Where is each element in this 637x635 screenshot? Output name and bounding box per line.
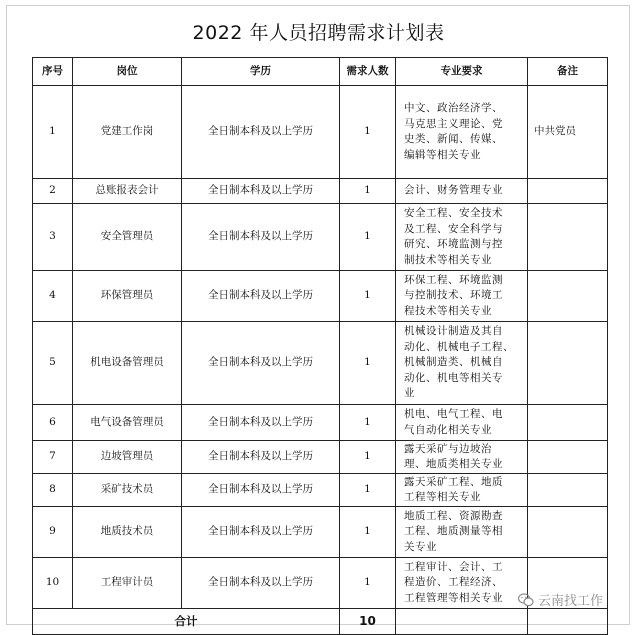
major-line: 工程等相关专业 [404,491,481,503]
table-row [33,405,608,441]
cell-count: 1 [340,558,396,609]
cell-education: 全日制本科及以上学历 [182,405,340,441]
cell-count: 1 [340,441,396,474]
cell-major [396,405,528,441]
cell-count: 1 [340,405,396,441]
major-line: 及工程、安全科学与 [404,222,503,235]
major-line: 工程管理等相关专业 [404,591,503,604]
page-title: 2022 年人员招聘需求计划表 [192,22,445,44]
table-row [33,474,608,507]
major-line: 会计、财务管理专业 [404,184,503,197]
total-value: 10 [340,609,396,635]
cell-note [528,507,608,558]
major-line: 史类、新闻、传媒、 [404,133,503,145]
total-row [33,609,608,635]
cell-no: 4 [33,271,73,322]
cell-major [396,441,528,474]
cell-no: 10 [33,558,73,609]
major-line: 与控制技术、环境工 [404,289,503,302]
cell-position: 机电设备管理员 [73,322,182,405]
cell-no: 6 [33,405,73,441]
cell-position: 环保管理员 [73,271,182,322]
cell-major [396,86,528,179]
cell-education: 全日制本科及以上学历 [182,271,340,322]
cell-note [528,474,608,507]
cell-position: 地质技术员 [73,507,182,558]
major-line: 动化、机电等相关专 [404,371,503,384]
table-row [33,204,608,271]
cell-major [396,179,528,204]
cell-no: 5 [33,322,73,405]
major-line: 机械制造类、机械自 [404,356,503,369]
cell-count: 1 [340,204,396,271]
major-line: 编辑等相关专业 [404,148,481,161]
cell-note [528,271,608,322]
cell-position: 采矿技术员 [73,474,182,507]
watermark-text: 云南找工作 [538,594,604,609]
major-line: 机电、电气工程、电 [404,408,503,420]
wechat-icon [518,593,534,607]
major-line: 露天采矿与边坡治 [404,442,492,455]
cell-education: 全日制本科及以上学历 [182,558,340,609]
cell-position: 边坡管理员 [73,441,182,474]
cell-major [396,322,528,405]
table-row [33,322,608,405]
recruitment-table [32,57,608,635]
cell-no: 3 [33,204,73,271]
cell-major [396,204,528,271]
major-line: 制技术等相关专业 [404,253,492,266]
table-row [33,86,608,179]
header-count: 需求人数 [340,58,396,86]
total-major-empty [396,609,528,635]
cell-count: 1 [340,179,396,204]
total-label: 合计 [33,609,340,635]
major-line: 中文、政治经济学、 [404,102,503,114]
cell-major [396,558,528,609]
cell-count: 1 [340,271,396,322]
major-line: 工程审计、会计、工 [404,560,503,573]
major-line: 程造价、工程经济、 [404,576,503,589]
table-row [33,271,608,322]
cell-education: 全日制本科及以上学历 [182,441,340,474]
cell-position: 电气设备管理员 [73,405,182,441]
cell-major [396,474,528,507]
cell-note [528,179,608,204]
major-line: 程技术等相关专业 [404,304,492,317]
cell-note [528,441,608,474]
cell-no: 1 [33,86,73,179]
cell-note [528,204,608,271]
header-row [33,58,608,86]
table-row [33,441,608,474]
major-line: 动化、机械电子工程、 [404,340,514,353]
major-line: 马克思主义理论、党 [404,117,503,130]
major-line: 地质工程、资源勘查 [404,509,503,522]
cell-note [528,405,608,441]
table-row [33,179,608,204]
major-line: 露天采矿工程、地质 [404,475,503,488]
cell-no: 8 [33,474,73,507]
header-note: 备注 [528,58,608,86]
total-note-empty [528,609,608,635]
cell-education: 全日制本科及以上学历 [182,474,340,507]
major-line: 安全工程、安全技术 [404,207,503,219]
header-major: 专业要求 [396,58,528,86]
cell-education: 全日制本科及以上学历 [182,179,340,204]
major-line: 机械设计制造及其自 [404,325,503,338]
cell-education: 全日制本科及以上学历 [182,204,340,271]
cell-position: 工程审计员 [73,558,182,609]
major-line: 理、地质类相关专业 [404,458,503,470]
cell-count: 1 [340,507,396,558]
cell-position: 总账报表会计 [73,179,182,204]
cell-education: 全日制本科及以上学历 [182,507,340,558]
table-row [33,507,608,558]
header-education: 学历 [182,58,340,86]
table-body [33,86,608,609]
cell-no: 2 [33,179,73,204]
major-line: 环保工程、环境监测 [404,273,503,286]
cell-count: 1 [340,322,396,405]
watermark [518,590,603,609]
cell-no: 7 [33,441,73,474]
cell-note [528,322,608,405]
cell-count: 1 [340,86,396,179]
major-line: 业 [404,387,415,400]
cell-no: 9 [33,507,73,558]
cell-position: 安全管理员 [73,204,182,271]
cell-education: 全日制本科及以上学历 [182,86,340,179]
header-no: 序号 [33,58,73,86]
cell-note: 中共党员 [528,86,608,179]
major-line: 关专业 [404,540,437,553]
major-line: 工程、地质测量等相 [404,525,503,538]
major-line: 研究、环境监测与控 [404,238,503,250]
cell-count: 1 [340,474,396,507]
cell-position: 党建工作岗 [73,86,182,179]
header-position: 岗位 [73,58,182,86]
cell-major [396,271,528,322]
cell-major [396,507,528,558]
cell-education: 全日制本科及以上学历 [182,322,340,405]
major-line: 气自动化相关专业 [404,423,492,436]
